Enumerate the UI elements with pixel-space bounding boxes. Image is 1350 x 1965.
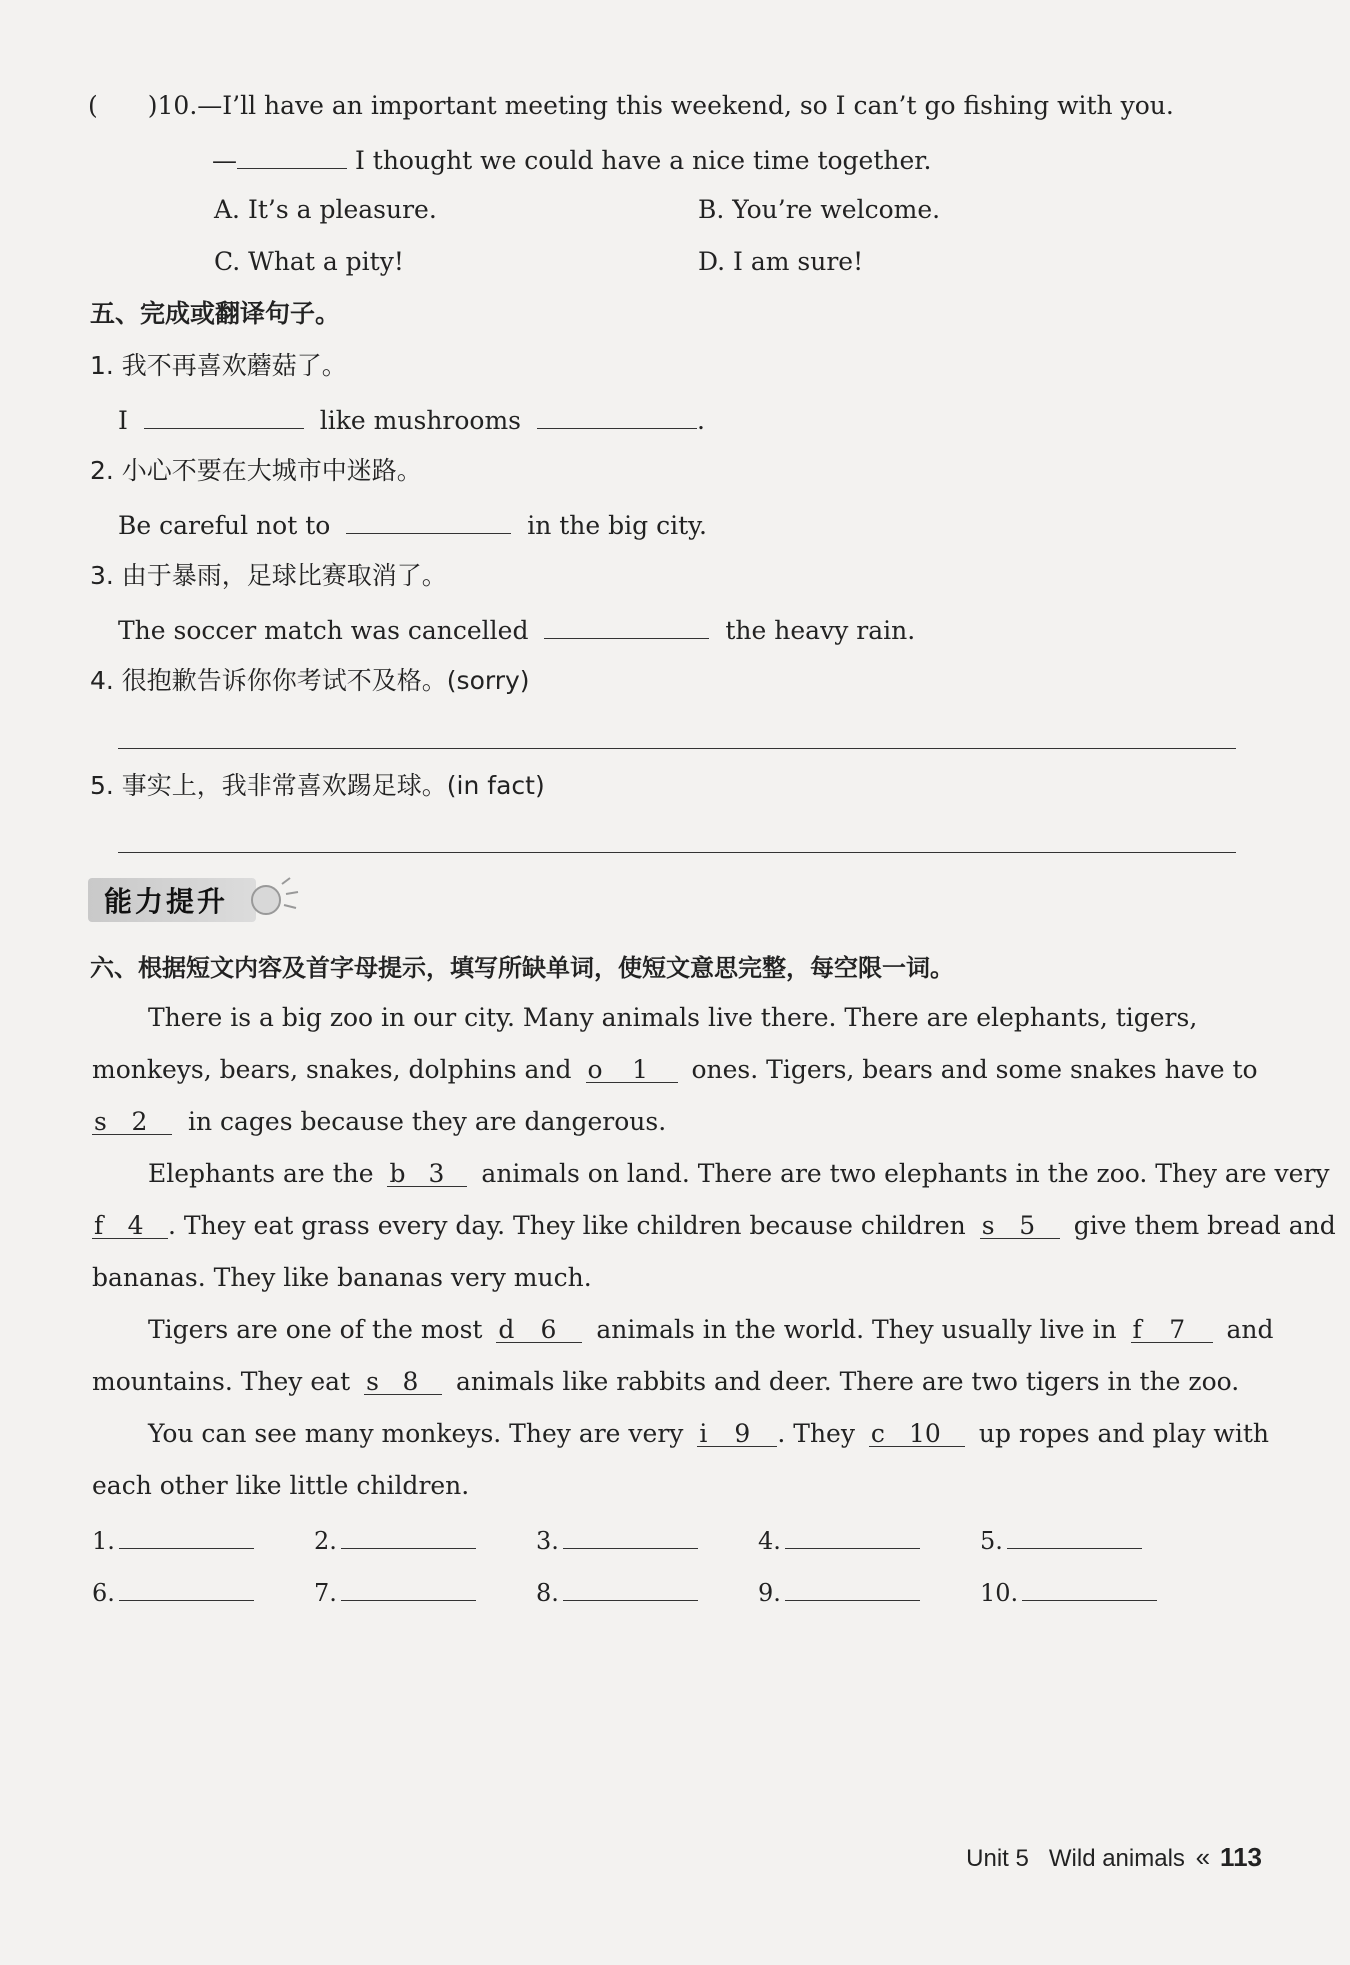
answer-slot-2[interactable] — [314, 1524, 476, 1555]
blank-3-num: 3 — [428, 1159, 445, 1188]
p1-text-a: monkeys, bears, snakes, dolphins and — [92, 1055, 572, 1084]
s5-item1-blank1[interactable] — [144, 402, 304, 429]
p2-text-c: . They eat grass every day. They like children because children — [168, 1211, 966, 1240]
p3-text-c: and — [1226, 1315, 1274, 1344]
s5-item2-zh: 2. 小心不要在大城市中迷路。 — [90, 456, 422, 485]
s5-item1-text2: like mushrooms — [319, 406, 522, 435]
page-number: 113 — [1220, 1842, 1262, 1872]
blank-3[interactable] — [387, 1158, 467, 1187]
p1-text-b: ones. Tigers, bears and some snakes have to — [691, 1055, 1258, 1084]
answer-label-3: 3. — [536, 1527, 559, 1555]
blank-2-letter: s — [94, 1107, 107, 1136]
answer-slot-1[interactable] — [92, 1524, 254, 1555]
answer-label-5: 5. — [980, 1527, 1003, 1555]
q10-option-c: C. What a pity! — [214, 247, 404, 276]
s5-item1-en — [118, 402, 705, 437]
answer-slot-3[interactable] — [536, 1524, 698, 1555]
p3-text-a: Tigers are one of the most — [148, 1315, 483, 1344]
p2-text-b: animals on land. There are two elephants in the zoo. They are very — [481, 1159, 1330, 1188]
q10-answer-blank[interactable] — [237, 142, 347, 169]
q10-stem — [88, 90, 1174, 122]
answer-slot-4[interactable] — [758, 1524, 920, 1555]
blank-8-num: 8 — [402, 1367, 419, 1396]
answer-blank-2[interactable] — [341, 1524, 476, 1549]
blank-6-num: 6 — [540, 1315, 557, 1344]
blank-10-letter: c — [870, 1419, 885, 1448]
ability-title: 能力提升 — [104, 885, 229, 918]
answer-blank-3[interactable] — [563, 1524, 698, 1549]
s5-item2-text2: in the big city. — [527, 511, 707, 540]
blank-7[interactable] — [1131, 1314, 1213, 1343]
blank-4[interactable] — [92, 1210, 168, 1239]
answer-blank-6[interactable] — [119, 1576, 254, 1601]
blank-7-letter: f — [1132, 1315, 1142, 1344]
q10-option-a: A. It’s a pleasure. — [214, 195, 437, 224]
s5-item1-text1: I — [118, 406, 128, 435]
section6-heading: 六、根据短文内容及首字母提示，填写所缺单词，使短文意思完整，每空限一词。 — [90, 954, 954, 982]
s5-item3-blank[interactable] — [544, 612, 709, 639]
blank-4-letter: f — [94, 1211, 104, 1240]
answer-blank-7[interactable] — [341, 1576, 476, 1601]
section5-heading: 五、完成或翻译句子。 — [90, 299, 341, 328]
blank-8[interactable] — [364, 1366, 442, 1395]
blank-5-letter: s — [981, 1211, 995, 1240]
s5-item2-text1: Be careful not to — [118, 511, 331, 540]
blank-2-num: 2 — [131, 1107, 148, 1136]
p4-line2: each other like little children. — [92, 1471, 470, 1500]
answer-label-8: 8. — [536, 1579, 559, 1607]
blank-1[interactable] — [586, 1054, 678, 1083]
answer-label-10: 10. — [980, 1579, 1019, 1607]
q10-reply-text: I thought we could have a nice time together. — [347, 146, 932, 175]
blank-10[interactable] — [869, 1418, 965, 1447]
p2-line1 — [148, 1158, 1330, 1190]
p3-text-d: mountains. They eat — [92, 1367, 351, 1396]
answer-blank-9[interactable] — [785, 1576, 920, 1601]
q10-reply — [212, 142, 931, 177]
answer-label-1: 1. — [92, 1527, 115, 1555]
s5-item3-en — [118, 612, 915, 647]
blank-10-num: 10 — [909, 1419, 941, 1448]
blank-9[interactable] — [697, 1418, 777, 1447]
p4-line1 — [148, 1418, 1269, 1450]
answer-slot-8[interactable] — [536, 1576, 698, 1607]
blank-1-num: 1 — [632, 1055, 649, 1084]
s5-item4-zh: 4. 很抱歉告诉你你考试不及格。(sorry) — [90, 666, 530, 695]
s5-item2-blank[interactable] — [346, 507, 511, 534]
p2-text-a: Elephants are the — [148, 1159, 374, 1188]
blank-3-letter: b — [389, 1159, 406, 1188]
q10-text: —I’ll have an important meeting this weekend, so I can’t go fishing with you. — [197, 91, 1174, 120]
answer-blank-4[interactable] — [785, 1524, 920, 1549]
page-footer — [966, 1842, 1262, 1873]
answer-label-2: 2. — [314, 1527, 337, 1555]
blank-7-num: 7 — [1169, 1315, 1186, 1344]
answer-label-4: 4. — [758, 1527, 781, 1555]
p2-line2 — [92, 1210, 1336, 1242]
answer-slot-10[interactable] — [980, 1576, 1157, 1607]
blank-4-num: 4 — [127, 1211, 144, 1240]
blank-5-num: 5 — [1019, 1211, 1036, 1240]
q10-number: ( )10. — [88, 91, 198, 120]
blank-6-letter: d — [498, 1315, 515, 1344]
p3-line1 — [148, 1314, 1274, 1346]
footer-unit: Unit 5 — [966, 1845, 1029, 1872]
blank-9-letter: i — [699, 1419, 708, 1448]
p4-text-b: . They — [777, 1419, 855, 1448]
q10-option-d: D. I am sure! — [698, 247, 864, 276]
answer-label-9: 9. — [758, 1579, 781, 1607]
answer-blank-1[interactable] — [119, 1524, 254, 1549]
s5-item3-text2: the heavy rain. — [725, 616, 916, 645]
answer-blank-8[interactable] — [563, 1576, 698, 1601]
q10-reply-dash: — — [212, 146, 237, 175]
answer-label-6: 6. — [92, 1579, 115, 1607]
s5-item5-answer-line[interactable] — [118, 852, 1236, 853]
blank-1-letter: o — [587, 1055, 603, 1084]
p3-text-e: animals like rabbits and deer. There are two tigers in the zoo. — [456, 1367, 1240, 1396]
p1-line2 — [92, 1054, 1258, 1086]
p2-text-d: give them bread and — [1073, 1211, 1336, 1240]
blank-5[interactable] — [980, 1210, 1060, 1239]
p1-line3 — [92, 1106, 666, 1138]
footer-title: Wild animals — [1048, 1845, 1185, 1872]
p4-text-c: up ropes and play with — [978, 1419, 1269, 1448]
blank-8-letter: s — [366, 1367, 379, 1396]
q10-option-b: B. You’re welcome. — [698, 195, 941, 224]
p3-line2 — [92, 1366, 1239, 1398]
ability-section-header — [88, 872, 348, 924]
p1-text-c: in cages because they are dangerous. — [187, 1107, 667, 1136]
s5-item1-zh: 1. 我不再喜欢蘑菇了。 — [90, 351, 347, 380]
p2-line3: bananas. They like bananas very much. — [92, 1263, 592, 1292]
s5-item5-zh: 5. 事实上，我非常喜欢踢足球。(in fact) — [90, 771, 545, 800]
s5-item4-answer-line[interactable] — [118, 748, 1236, 749]
answer-label-7: 7. — [314, 1579, 337, 1607]
s5-item1-blank2[interactable] — [537, 402, 697, 429]
blank-6[interactable] — [496, 1314, 582, 1343]
double-chevron-left-icon: « — [1195, 1842, 1211, 1872]
answer-blank-5[interactable] — [1007, 1524, 1142, 1549]
p3-text-b: animals in the world. They usually live in — [596, 1315, 1117, 1344]
answer-slot-5[interactable] — [980, 1524, 1142, 1555]
p4-text-a: You can see many monkeys. They are very — [148, 1419, 684, 1448]
lightbulb-icon — [248, 872, 318, 924]
s5-item2-en — [118, 507, 707, 542]
answer-blank-10[interactable] — [1022, 1576, 1157, 1601]
p1-line1: There is a big zoo in our city. Many animals live there. There are elephants, tigers, — [148, 1003, 1198, 1032]
s5-item1-text3: . — [696, 406, 705, 435]
blank-9-num: 9 — [734, 1419, 751, 1448]
answer-slot-6[interactable] — [92, 1576, 254, 1607]
blank-2[interactable] — [92, 1106, 172, 1135]
s5-item3-text1: The soccer match was cancelled — [118, 616, 529, 645]
s5-item3-zh: 3. 由于暴雨，足球比赛取消了。 — [90, 561, 447, 590]
answer-slot-9[interactable] — [758, 1576, 920, 1607]
answer-slot-7[interactable] — [314, 1576, 476, 1607]
